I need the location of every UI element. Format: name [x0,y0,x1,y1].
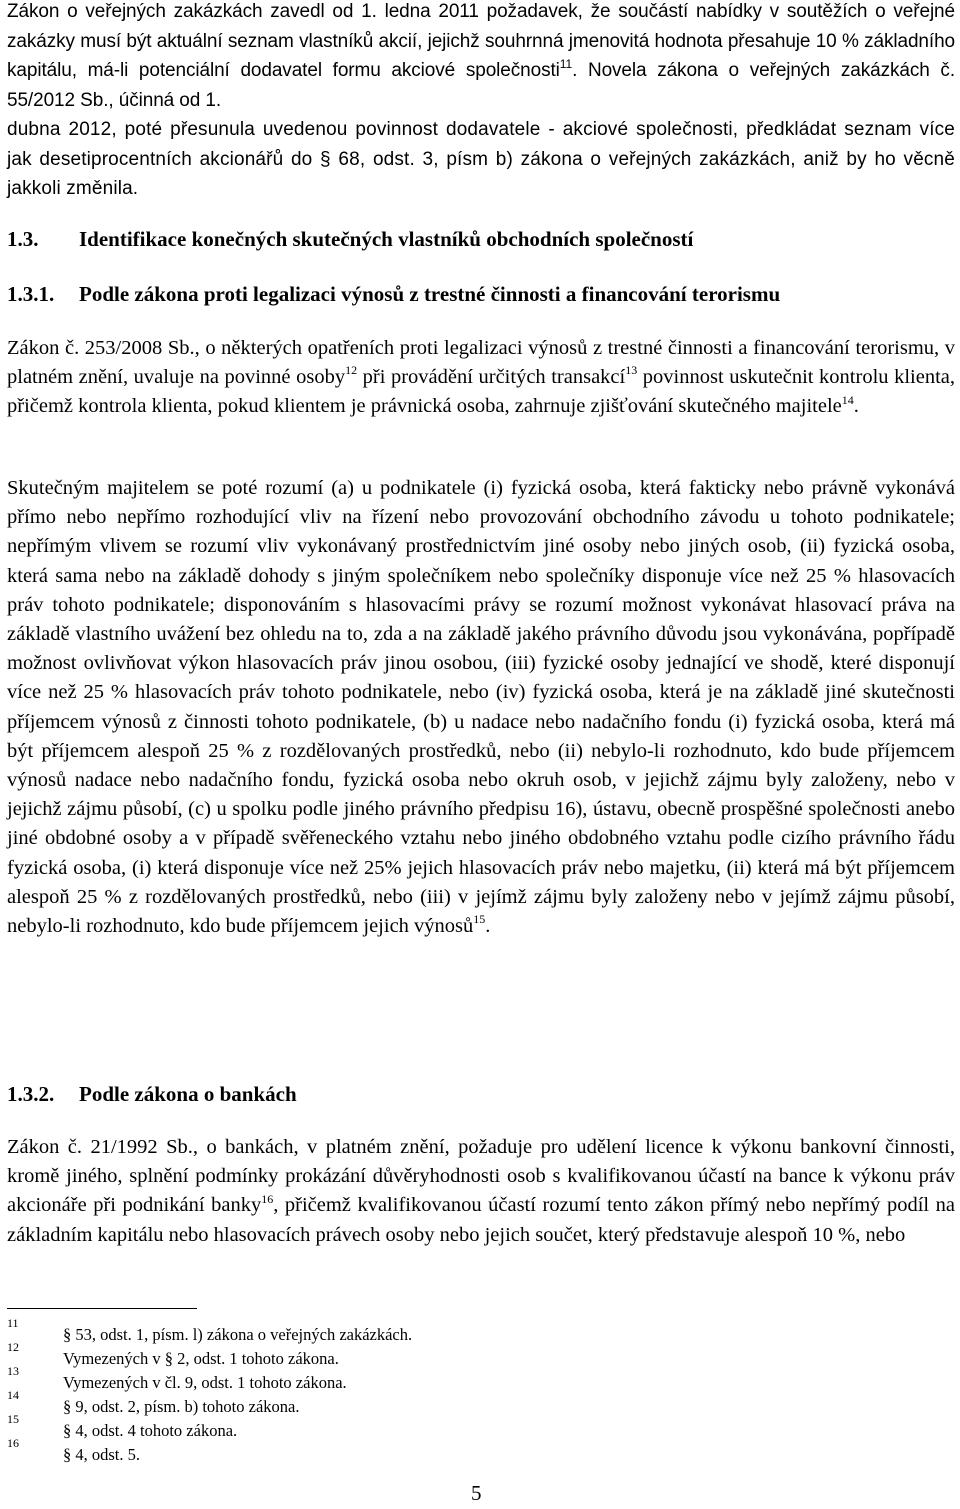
section-title: Identifikace konečných skutečných vlastníků obchodních společností [79,227,694,251]
subsection-title: Podle zákona o bankách [79,1082,297,1106]
footnote [7,1340,607,1370]
footnote [7,1436,607,1466]
footnote-separator [7,1308,197,1309]
footnote-mark: 15 [7,1412,19,1426]
footnote-ref: 12 [345,363,358,378]
section-heading [7,226,693,252]
footnote-mark: 11 [7,1316,19,1330]
footnote-mark: 13 [7,1364,19,1378]
intro-text-3: dubna 2012, poté přesunula uvedenou povinnost dodavatele - akciové společnosti, předkládat seznam více jak desetiprocentních akcionářů do § 68, odst. 3, písm b) zákona o veřejných zakázkách, aniž by ho věcně jakkoli změnila. [7,119,955,199]
footnote-mark: 12 [7,1340,19,1354]
subsection-title: Podle zákona proti legalizaci výnosů z trestné činnosti a financování terorismu [79,282,781,306]
footnote-ref: 13 [625,363,638,378]
subsection-number: 1.3.2. [7,1082,55,1106]
subsection-number: 1.3.1. [7,282,55,306]
footnote-ref: 16 [261,1191,274,1206]
footnote-text: § 53, odst. 1, písm. l) zákona o veřejných zakázkách. [63,1325,413,1344]
page-number: 5 [471,1481,482,1505]
footnote [7,1364,607,1394]
footnote-text: § 9, odst. 2, písm. b) tohoto zákona. [63,1397,300,1416]
intro-paragraph [7,0,955,204]
footnote-ref: 15 [473,912,486,927]
paragraph-banking-law: Zákon č. 21/1992 Sb., o bankách, v platném znění, požaduje pro udělení licence k výkonu bankovní činnosti, kromě jiného, splnění podmínky prokázání důvěryhodnosti osob s kvalifikovanou účastí na bance k výkonu práv akcionáře při podnikání banky$^{16}$, přičemž kvalifikovanou účastí rozumí tento zákon přímý nebo nepřímý podíl na základním kapitálu nebo hlasovacích právech osoby nebo jejich součet, který představuje alespoň 10 %, nebo [7,1136,955,1246]
footnote-mark: 16 [7,1436,19,1450]
section-number: 1.3. [7,227,39,251]
paragraph-beneficial-owner: Skutečným majitelem se poté rozumí (a) u podnikatele (i) fyzická osoba, která fakticky nebo právně vykonává přímo nebo nepřímo rozhodující vliv na řízení nebo provozování obchodního závodu u tohoto podnikatele; nepřímým vlivem se rozumí vliv vykonávaný prostřednictvím jiné osoby nebo jiných osob, (ii) fyzická osoba, která sama nebo na základě dohody s jiným společníkem nebo společníky disponuje více než 25 % hlasovacích práv tohoto podnikatele; disponováním s hlasovacími právy se rozumí možnost vykonávat hlasovací práva na základě vlastního uvážení bez ohledu na to, zda a na základě jakého právního důvodu jsou vykonávána, popřípadě možnost ovlivňovat výkon hlasovacích práv jinou osobou, (iii) fyzické osoby jednající ve shodě, které disponují více než 25 % hlasovacích práv tohoto podnikatele, nebo (iv) fyzická osoba, která je na základě jiné skutečnosti příjemcem výnosů z činnosti tohoto podnikatele, (b) u nadace nebo nadačního fondu (i) fyzická osoba, která má být příjemcem alespoň 25 % z rozdělovaných prostředků, nebo (ii) nebylo-li rozhodnuto, kdo bude příjemcem výnosů nadace nebo nadačního fondu, fyzická osoba nebo okruh osob, v jejichž zájmu byly založeny, nebo v jejichž zájmu působí, (c) u spolku podle jiného právního předpisu 16), ústavu, obecně prospěšné společnosti anebo jiné obdobné osoby a v případě svěřeneckého vztahu nebo jiného obdobného vztahu podle cizího právního řádu fyzická osoba, (i) která disponuje více než 25% jejich hlasovacích práv nebo majetku, (ii) která má být příjemcem alespoň 25 % z rozdělovaných prostředků, nebo (iii) v jejímž zájmu byly založeny nebo v jejímž zájmu působí, nebylo-li rozhodnuto, kdo bude příjemcem jejich výnosů$^{15}$. [7,477,955,938]
footnote-text: Vymezených v čl. 9, odst. 1 tohoto zákona. [63,1373,347,1392]
paragraph-aml-law: Zákon č. 253/2008 Sb., o některých opatřeních proti legalizaci výnosů z trestné činnosti a financování terorismu, v platném znění, uvaluje na povinné osoby$^{12}$ při provádění určitých transakcí$^{13}$ povinnost uskutečnit kontrolu klienta, přičemž kontrola klienta, pokud klientem je právnická osoba, zahrnuje zjišťování skutečného majitele$^{14}$. [7,337,955,418]
intro-text-1: Zákon o veřejných zakázkách zavedl od 1. ledna 2011 požadavek, že součástí nabídky v soutěžích o veřejné zakázky musí být aktuální seznam vlastníků akcií, jejichž souhrnná jmenovitá hodnota přesahuje 10 % základního kapitálu, má-li potenciální dodavatel formu akciové společnosti [7,1,955,81]
footnote-text: § 4, odst. 5. [63,1445,141,1464]
subsection-heading [7,1081,297,1107]
footnote-ref: 14 [841,392,854,407]
footnote [7,1388,607,1418]
subsection-heading [7,281,780,307]
footnote [7,1316,607,1346]
intro-text-2: . Novela zákona o veřejných zakázkách č. 55/2012 Sb., účinná od 1. [7,60,955,111]
footnote-ref: 11 [559,56,573,71]
footnote-mark: 14 [7,1388,19,1402]
footnote [7,1412,607,1442]
footnote-text: § 4, odst. 4 tohoto zákona. [63,1421,238,1440]
footnote-text: Vymezených v § 2, odst. 1 tohoto zákona. [63,1349,339,1368]
